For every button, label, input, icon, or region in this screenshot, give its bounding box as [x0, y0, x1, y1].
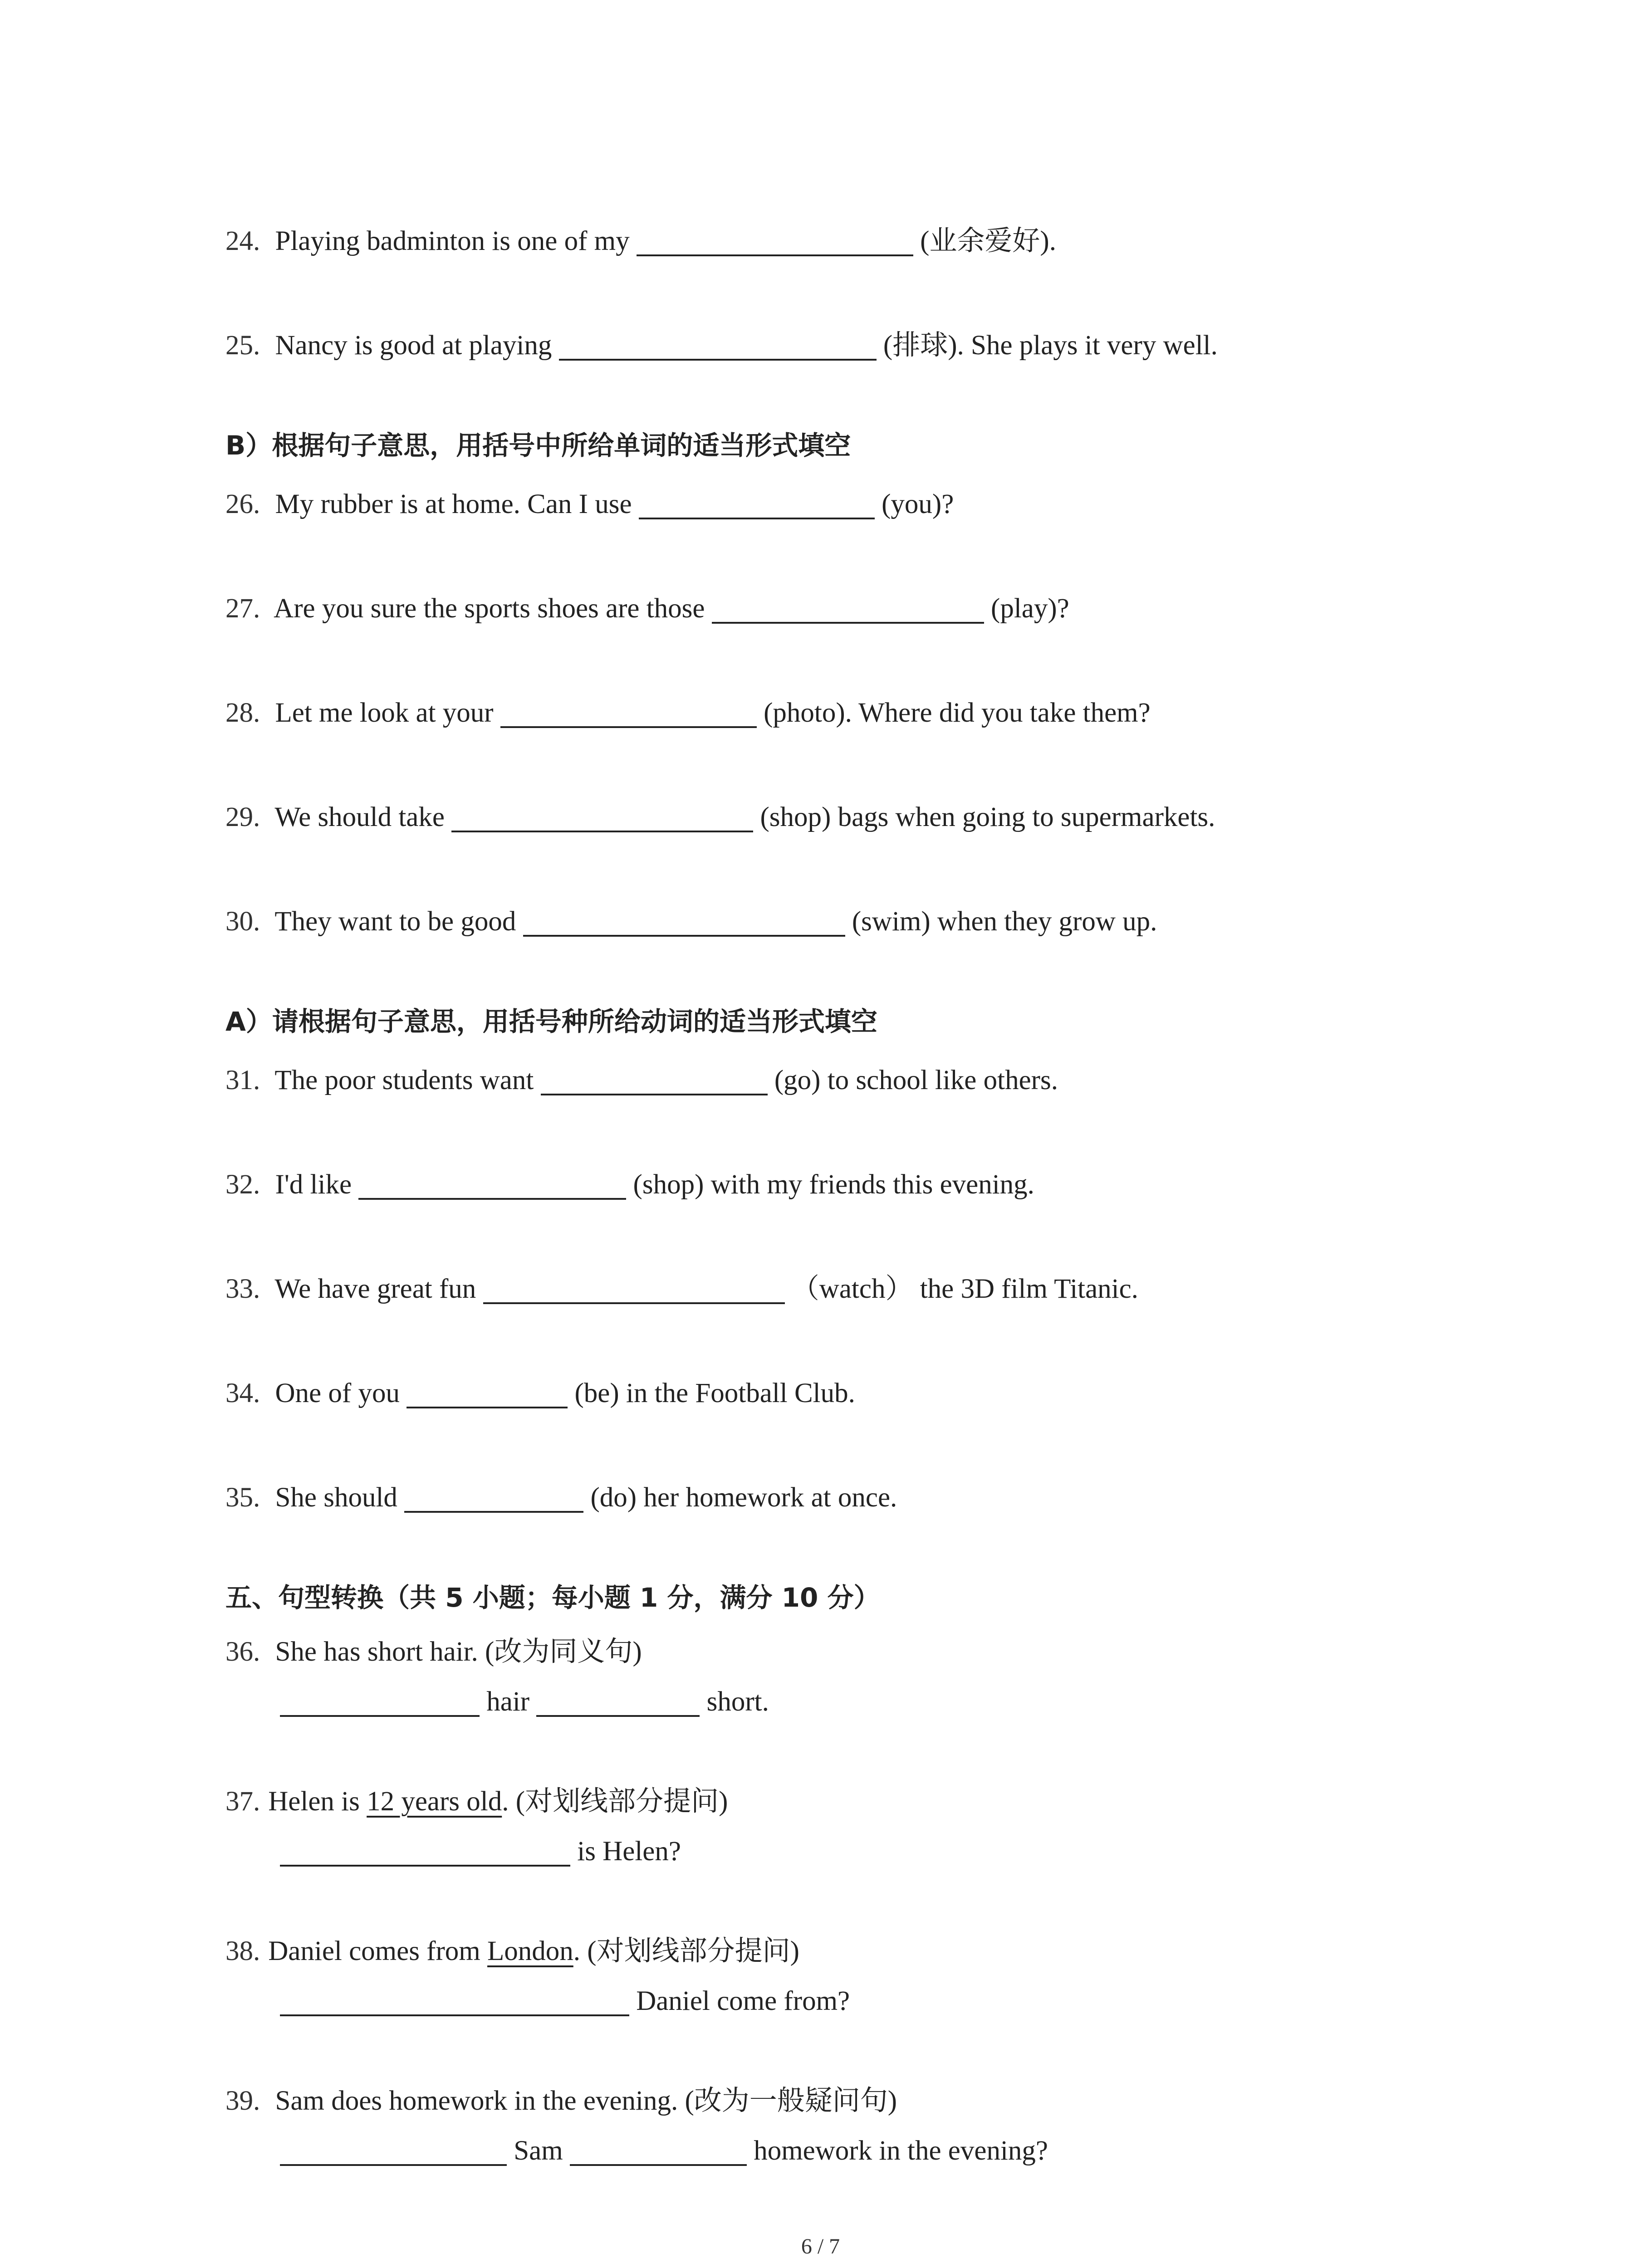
question-36 — [225, 1634, 642, 1670]
answer-blank[interactable] — [639, 490, 875, 519]
question-31 — [225, 1062, 1058, 1099]
answer-blank[interactable] — [280, 1987, 629, 2016]
question-number: 37. — [225, 1786, 260, 1817]
question-34 — [225, 1375, 855, 1412]
question-33 — [225, 1271, 1138, 1307]
answer-blank[interactable] — [404, 1484, 583, 1513]
question-28 — [225, 695, 1151, 731]
question-30 — [225, 904, 1157, 940]
answer-blank[interactable] — [637, 227, 913, 256]
question-text: She should — [275, 1482, 397, 1513]
answer-word: homework in the evening? — [754, 2136, 1048, 2166]
answer-line-38 — [280, 1983, 850, 2019]
question-hint: . (对划线部分提问) — [573, 1936, 799, 1966]
answer-word: Sam — [514, 2136, 563, 2166]
question-text: Sam does homework in the evening. (改为一般疑问句) — [275, 2086, 897, 2116]
page-number: 6 / 7 — [801, 2234, 840, 2258]
answer-blank[interactable] — [500, 699, 757, 728]
question-text: We have great fun — [274, 1274, 476, 1304]
answer-blank[interactable] — [523, 908, 845, 937]
question-text: They want to be good — [274, 906, 516, 937]
question-39 — [225, 2083, 897, 2119]
question-hint: (业余爱好). — [920, 226, 1056, 256]
question-hint: (shop) bags when going to supermarkets. — [760, 802, 1215, 832]
question-number: 29. — [225, 802, 260, 832]
question-number: 35. — [225, 1482, 260, 1513]
question-text: I'd like — [275, 1169, 352, 1200]
answer-blank[interactable] — [559, 332, 877, 361]
question-hint: (排球). She plays it very well. — [883, 330, 1218, 361]
section-5-heading: 五、句型转换（共 5 小题；每小题 1 分，满分 10 分） — [225, 1582, 880, 1613]
question-hint: (do) her homework at once. — [590, 1482, 897, 1513]
question-number: 28. — [225, 698, 260, 728]
underlined-phrase: 12 years old — [367, 1786, 502, 1817]
answer-blank[interactable] — [280, 1688, 480, 1717]
question-37 — [225, 1784, 728, 1820]
answer-blank[interactable] — [358, 1171, 626, 1200]
section-a-heading: A）请根据句子意思，用括号种所给动词的适当形式填空 — [225, 1006, 877, 1037]
question-35 — [225, 1480, 897, 1516]
answer-line-36 — [280, 1684, 769, 1720]
answer-word: hair — [486, 1686, 530, 1717]
question-hint: (be) in the Football Club. — [574, 1378, 855, 1408]
question-number: 36. — [225, 1637, 260, 1667]
question-number: 25. — [225, 330, 260, 361]
answer-blank[interactable] — [712, 595, 984, 624]
answer-word: short. — [706, 1686, 769, 1717]
question-text: One of you — [275, 1378, 400, 1408]
answer-blank[interactable] — [483, 1275, 785, 1304]
answer-blank[interactable] — [570, 2137, 747, 2166]
question-hint: . (对划线部分提问) — [502, 1786, 728, 1817]
question-number: 32. — [225, 1169, 260, 1200]
question-hint: (photo). Where did you take them? — [764, 698, 1151, 728]
answer-blank[interactable] — [280, 2137, 507, 2166]
question-text: Let me look at your — [275, 698, 494, 728]
question-text: She has short hair. (改为同义句) — [275, 1637, 642, 1667]
question-number: 30. — [225, 906, 260, 937]
question-number: 24. — [225, 226, 260, 256]
question-text: We should take — [274, 802, 445, 832]
question-text: Are you sure the sports shoes are those — [274, 593, 705, 624]
question-text: Helen is — [268, 1786, 367, 1817]
question-hint: （watch） the 3D film Titanic. — [791, 1274, 1138, 1304]
question-number: 33. — [225, 1274, 260, 1304]
question-hint: (swim) when they grow up. — [852, 906, 1157, 937]
question-hint: (play)? — [991, 593, 1069, 624]
answer-word: is Helen? — [577, 1836, 681, 1867]
question-25 — [225, 327, 1218, 364]
question-text: Playing badminton is one of my — [275, 226, 630, 256]
question-text: My rubber is at home. Can I use — [275, 489, 632, 519]
question-text: The poor students want — [274, 1065, 534, 1095]
question-hint: (go) to school like others. — [774, 1065, 1058, 1095]
answer-word: Daniel come from? — [636, 1986, 850, 2016]
question-number: 34. — [225, 1378, 260, 1408]
question-hint: (you)? — [882, 489, 954, 519]
question-27 — [225, 591, 1069, 627]
question-text: Nancy is good at playing — [275, 330, 552, 361]
question-number: 26. — [225, 489, 260, 519]
question-38 — [225, 1933, 799, 1970]
underlined-phrase: London — [487, 1936, 573, 1966]
question-number: 31. — [225, 1065, 260, 1095]
section-b-heading: B）根据句子意思，用括号中所给单词的适当形式填空 — [225, 430, 851, 461]
question-number: 38. — [225, 1936, 260, 1966]
question-32 — [225, 1167, 1034, 1203]
question-text: Daniel comes from — [268, 1936, 488, 1966]
answer-blank[interactable] — [541, 1066, 768, 1095]
answer-blank[interactable] — [407, 1379, 568, 1408]
answer-blank[interactable] — [451, 803, 753, 832]
question-number: 39. — [225, 2086, 260, 2116]
answer-line-37 — [280, 1833, 681, 1870]
answer-blank[interactable] — [280, 1838, 570, 1867]
question-number: 27. — [225, 593, 260, 624]
answer-blank[interactable] — [536, 1688, 700, 1717]
question-29 — [225, 799, 1215, 836]
question-24 — [225, 223, 1056, 259]
question-hint: (shop) with my friends this evening. — [633, 1169, 1034, 1200]
answer-line-39 — [280, 2133, 1048, 2169]
question-26 — [225, 486, 954, 523]
